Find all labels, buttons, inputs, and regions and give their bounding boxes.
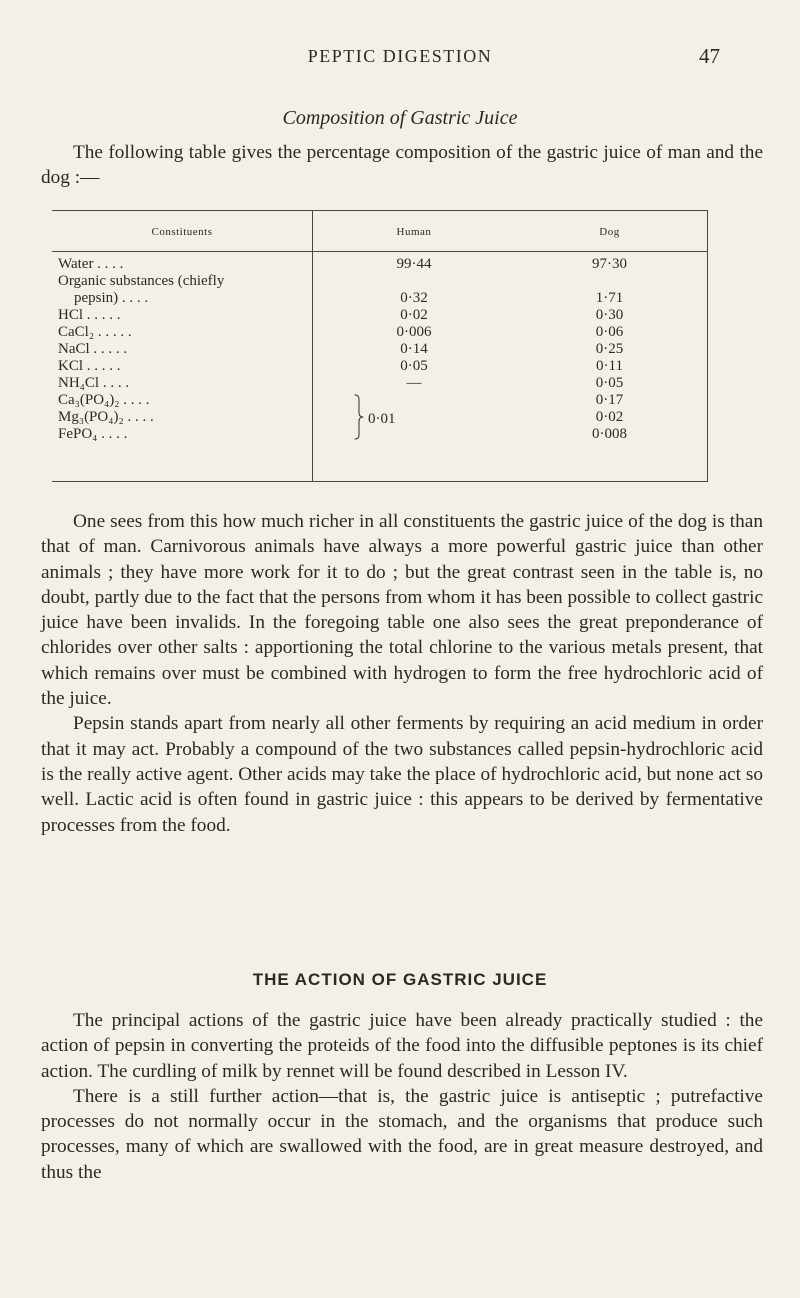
row-label: pepsin) . . . .: [74, 290, 149, 306]
human-bracketed-value: 0·01: [368, 411, 396, 427]
human-value: 0·05: [400, 358, 428, 374]
row-label: NH₄Cl . . . .: [58, 375, 130, 391]
dog-value: 0·06: [595, 324, 624, 340]
row-label: NaCl . . . . .: [58, 341, 128, 357]
dog-value: 0·25: [595, 341, 624, 357]
page-number: 47: [699, 44, 720, 68]
dog-value: 0·008: [592, 426, 627, 442]
dog-value: 0·11: [596, 358, 623, 374]
row-label: Ca₃(PO₄)₂ . . . .: [58, 392, 150, 408]
running-head: [0, 44, 800, 72]
row-label: FePO₄ . . . .: [58, 426, 128, 442]
header-constituents: Constituents: [151, 226, 213, 238]
body-paragraphs-continued: [41, 1008, 763, 1185]
section-heading: THE ACTION OF GASTRIC JUICE: [252, 970, 548, 989]
paragraph: There is a still further action—that is, the gastric juice is antiseptic ; putrefactive processes do not normally occur in the stomach, and the organisms that produce such processes, many of which are swallowed with the food, are in great measure destroyed, and thus the: [41, 1085, 763, 1183]
table-top-rule: [52, 210, 708, 211]
intro-paragraph: [41, 140, 763, 191]
dog-value: 0·05: [595, 375, 624, 391]
brace-icon: [350, 394, 368, 440]
header-dog: Dog: [599, 226, 620, 238]
human-value: —: [406, 375, 422, 391]
intro-text: The following table gives the percentage composition of the gastric juice of man and the dog :—: [41, 142, 763, 189]
human-value: 0·14: [400, 341, 428, 357]
row-label: KCl . . . . .: [58, 358, 121, 374]
dog-value: 0·30: [595, 307, 624, 323]
dog-value: 0·17: [595, 392, 624, 408]
composition-table: [52, 210, 708, 482]
table-caption: Composition of Gastric Juice: [282, 107, 518, 129]
table-header-rule: [52, 251, 708, 252]
running-head-title: PEPTIC DIGESTION: [307, 46, 493, 66]
table-column-divider: [312, 210, 313, 482]
paragraph: Pepsin stands apart from nearly all other ferments by requiring an acid medium in order that it may act. Probably a compound of the two substances called pepsin-hydrochloric acid is the really active agent. Other acids may take the place of hydrochloric acid, but none act so well. Lactic acid is often found in gastric juice : this appears to be derived by fermentative processes from the food.: [41, 713, 763, 836]
dog-value: 1·71: [595, 290, 624, 306]
row-label: CaCl₂ . . . . .: [58, 324, 132, 340]
table-bottom-rule: [52, 481, 708, 482]
paragraph: The principal actions of the gastric juice have been already practically studied : the action of pepsin in converting the proteids of the food into the diffusible peptones is its chief action. The curdling of milk by rennet will be found described in Lesson IV.: [41, 1010, 763, 1082]
human-value: 0·32: [400, 290, 428, 306]
row-label: Organic substances (chiefly: [58, 273, 225, 289]
row-label: Water . . . .: [58, 256, 124, 272]
dog-value: 0·02: [595, 409, 624, 425]
human-value: 99·44: [396, 256, 432, 272]
paragraph: One sees from this how much richer in all constituents the gastric juice of the dog is than that of man. Carnivorous animals have always a more powerful gastric juice than other animals ; they have more work for it to do ; but the great contrast seen in the table is, no doubt, partly due to the fact that the persons from whom it has been possible to collect gastric juice have been invalids. In the foregoing table one also sees the great preponderance of chlorides over other salts : apportioning the total chlorine to the various metals present, that which remains over must be combined with hydrogen to form the free hydrochloric acid of the juice.: [41, 511, 763, 710]
body-paragraphs: [41, 509, 763, 838]
table-right-border: [707, 210, 708, 482]
row-label: Mg₃(PO₄)₂ . . . .: [58, 409, 154, 425]
row-label: HCl . . . . .: [58, 307, 121, 323]
human-value: 0·02: [400, 307, 428, 323]
dog-value: 97·30: [592, 256, 627, 272]
human-value: 0·006: [396, 324, 432, 340]
header-human: Human: [396, 226, 432, 238]
